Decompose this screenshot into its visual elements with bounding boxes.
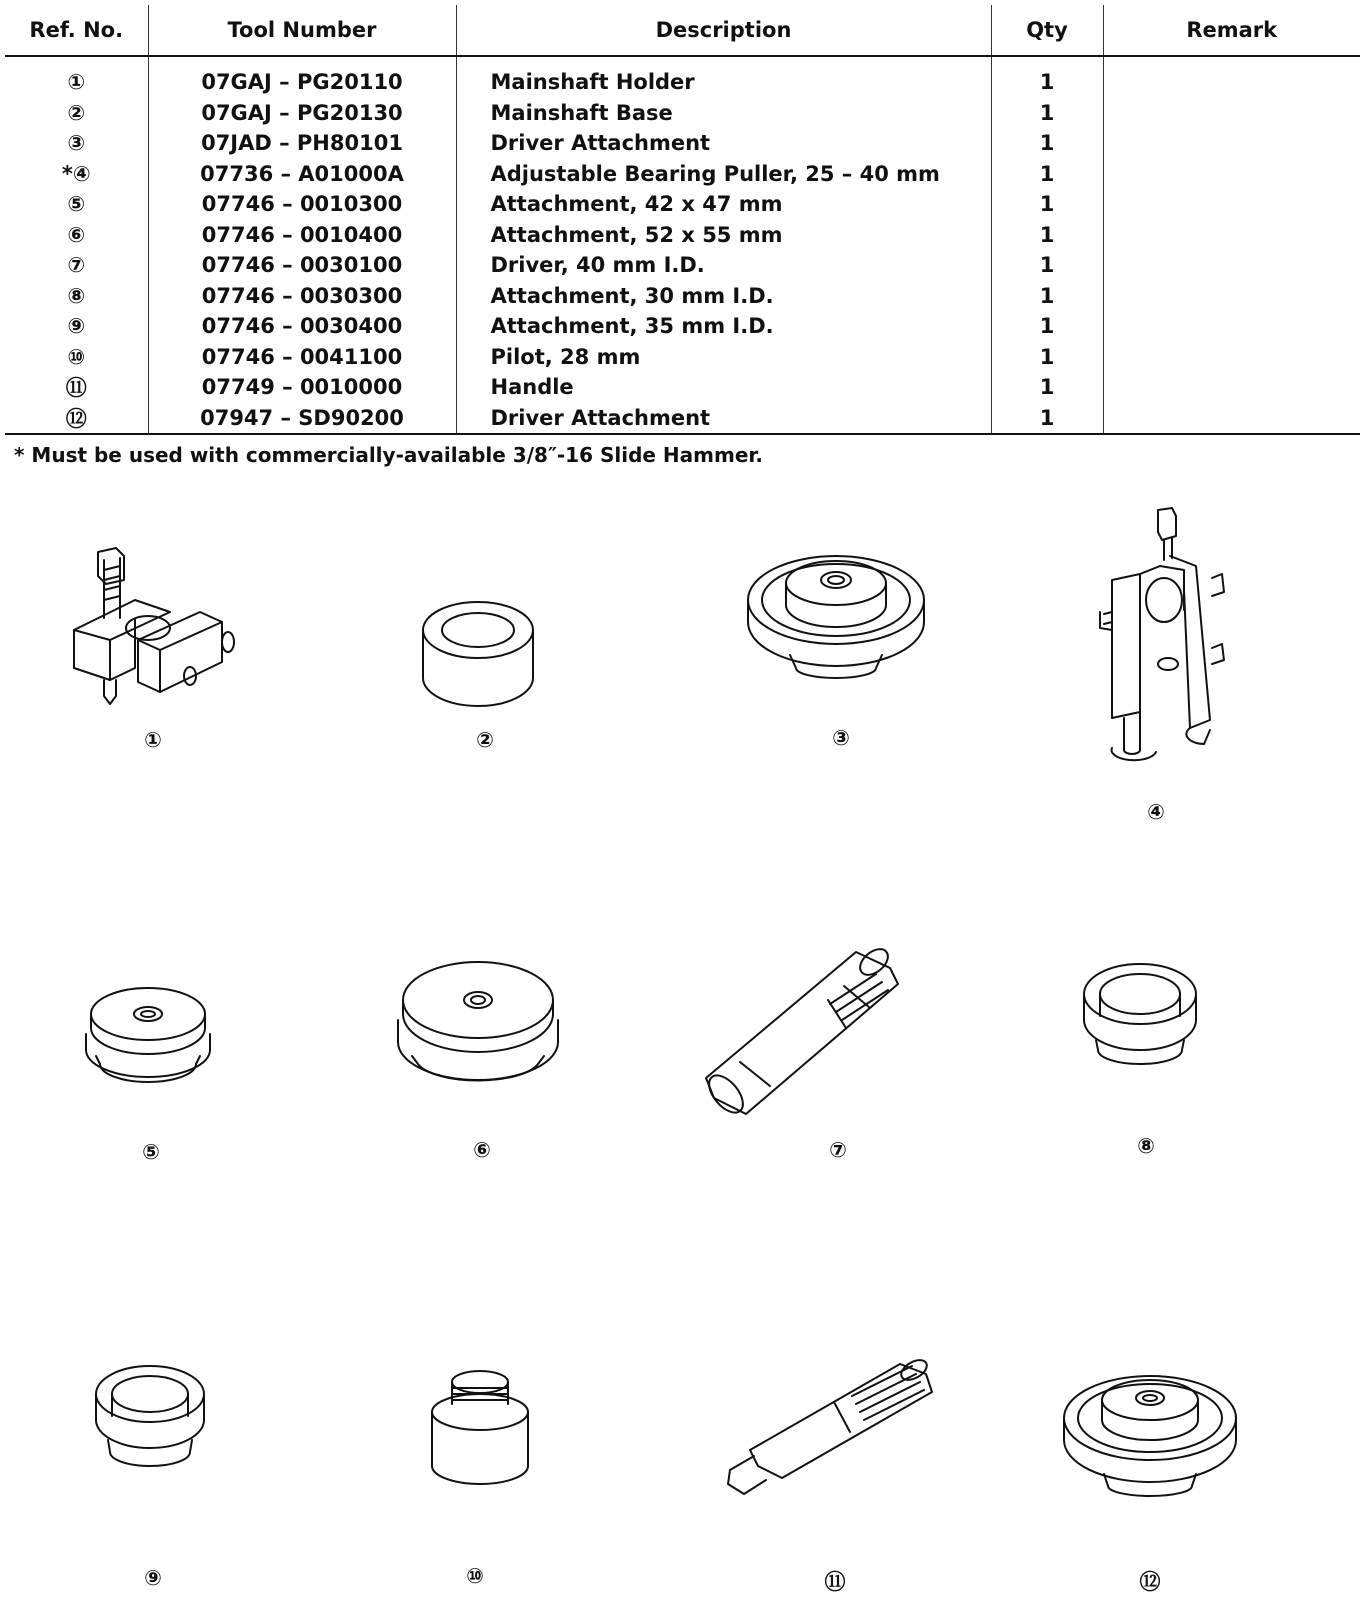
- tool-number-cell: 07746 – 0030300: [148, 281, 456, 312]
- mainshaft-base-illustration: [423, 602, 533, 706]
- figure-label-8: ⑧: [1137, 1134, 1155, 1158]
- qty-cell: 1: [991, 311, 1103, 342]
- header-description: Description: [456, 5, 991, 56]
- tool-number-cell: 07736 – A01000A: [148, 159, 456, 190]
- driver-illustration: [703, 944, 898, 1119]
- header-remark: Remark: [1103, 5, 1360, 56]
- figure-label-5: ⑤: [142, 1140, 160, 1164]
- tool-number-cell: 07746 – 0030400: [148, 311, 456, 342]
- driver-attachment-12-illustration: [1064, 1376, 1236, 1496]
- description-cell: Attachment, 42 x 47 mm: [456, 189, 991, 220]
- tool-number-cell: 07947 – SD90200: [148, 403, 456, 435]
- header-qty: Qty: [991, 5, 1103, 56]
- ref-no-cell: ⑩: [67, 344, 86, 369]
- qty-cell: 1: [991, 189, 1103, 220]
- ref-no-cell: ①: [67, 70, 86, 95]
- qty-cell: 1: [991, 250, 1103, 281]
- ref-no-cell: ⑥: [67, 222, 86, 247]
- ref-no-cell: ②: [67, 100, 86, 125]
- tool-number-cell: 07GAJ – PG20110: [148, 56, 456, 98]
- figure-label-11: ⑪: [824, 1570, 846, 1594]
- pilot-illustration: [432, 1371, 528, 1484]
- attachment-8-illustration: [1084, 964, 1196, 1064]
- figure-label-6: ⑥: [473, 1138, 491, 1162]
- description-cell: Handle: [456, 372, 991, 403]
- description-cell: Adjustable Bearing Puller, 25 – 40 mm: [456, 159, 991, 190]
- figure-label-7: ⑦: [829, 1138, 847, 1162]
- description-cell: Attachment, 30 mm I.D.: [456, 281, 991, 312]
- qty-cell: 1: [991, 159, 1103, 190]
- attachment-6-illustration: [398, 962, 558, 1080]
- description-cell: Driver Attachment: [456, 128, 991, 159]
- tool-number-cell: 07749 – 0010000: [148, 372, 456, 403]
- description-cell: Driver Attachment: [456, 403, 991, 435]
- ref-no-cell: *④: [61, 161, 91, 186]
- figure-label-4: ④: [1147, 800, 1165, 824]
- ref-no-cell: ⑤: [67, 192, 86, 217]
- tool-number-cell: 07GAJ – PG20130: [148, 98, 456, 129]
- qty-cell: 1: [991, 342, 1103, 373]
- header-ref-no: Ref. No.: [5, 5, 148, 56]
- tool-number-cell: 07JAD – PH80101: [148, 128, 456, 159]
- qty-cell: 1: [991, 98, 1103, 129]
- tool-number-cell: 07746 – 0010300: [148, 189, 456, 220]
- qty-cell: 1: [991, 372, 1103, 403]
- qty-cell: 1: [991, 56, 1103, 98]
- bearing-puller-illustration: [1100, 508, 1224, 760]
- description-cell: Mainshaft Holder: [456, 56, 991, 98]
- ref-no-cell: ⑦: [67, 253, 86, 278]
- description-cell: Mainshaft Base: [456, 98, 991, 129]
- description-cell: Attachment, 35 mm I.D.: [456, 311, 991, 342]
- driver-attachment-illustration: [748, 556, 924, 678]
- handle-illustration: [728, 1356, 932, 1494]
- tool-number-cell: 07746 – 0030100: [148, 250, 456, 281]
- ref-no-cell: ⑨: [67, 314, 86, 339]
- figure-label-10: ⑩: [466, 1564, 484, 1588]
- description-cell: Attachment, 52 x 55 mm: [456, 220, 991, 251]
- tool-number-cell: 07746 – 0010400: [148, 220, 456, 251]
- figure-label-9: ⑨: [144, 1566, 162, 1590]
- figure-label-3: ③: [832, 726, 850, 750]
- figure-label-12: ⑫: [1139, 1570, 1161, 1594]
- attachment-9-illustration: [96, 1366, 204, 1466]
- figure-label-1: ①: [144, 728, 162, 752]
- qty-cell: 1: [991, 403, 1103, 435]
- ref-no-cell: ⑪: [65, 376, 87, 401]
- mainshaft-holder-illustration: [74, 548, 234, 704]
- figure-label-2: ②: [476, 728, 494, 752]
- qty-cell: 1: [991, 220, 1103, 251]
- header-tool-number: Tool Number: [148, 5, 456, 56]
- ref-no-cell: ③: [67, 131, 86, 156]
- attachment-5-illustration: [86, 988, 210, 1082]
- ref-no-cell: ⑧: [67, 283, 86, 308]
- description-cell: Driver, 40 mm I.D.: [456, 250, 991, 281]
- footnote: * Must be used with commercially-available 3/8″-16 Slide Hammer.: [14, 443, 764, 467]
- description-cell: Pilot, 28 mm: [456, 342, 991, 373]
- qty-cell: 1: [991, 281, 1103, 312]
- qty-cell: 1: [991, 128, 1103, 159]
- ref-no-cell: ⑫: [5, 403, 148, 435]
- tool-number-cell: 07746 – 0041100: [148, 342, 456, 373]
